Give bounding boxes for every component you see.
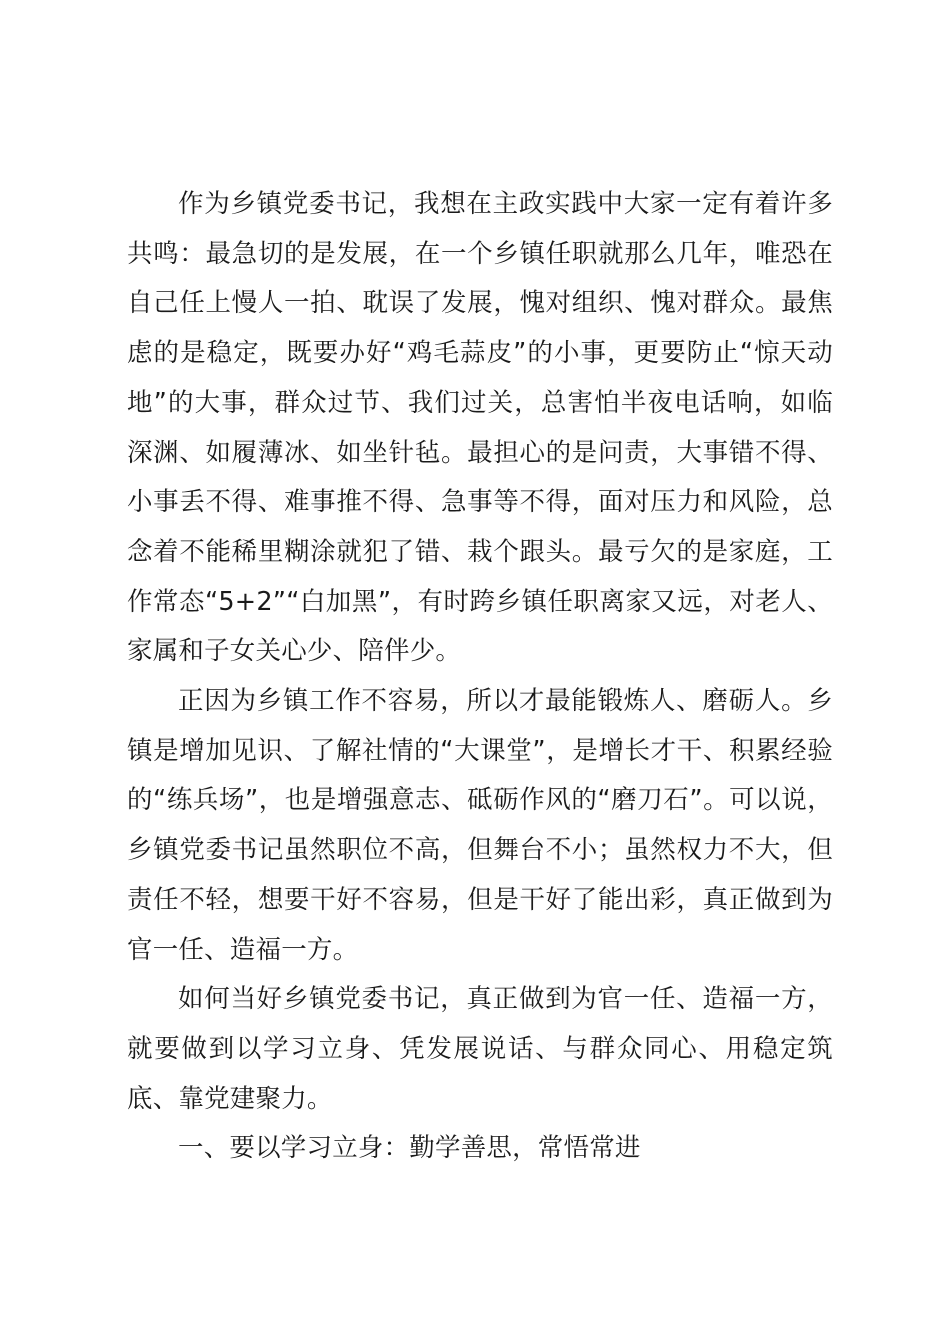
paragraph-2: 正因为乡镇工作不容易，所以才最能锻炼人、磨砺人。乡镇是增加见识、了解社情的“大课堂”，是增长才干、积累经验的“练兵场”，也是增强意志、砥砺作风的“磨刀石”。可以说，乡镇党委书记虽然职位不高，但舞台不小；虽然权力不大，但责任不轻，想要干好不容易，但是干好了能出彩，真正做到为官一任、造福一方。 [127,686,833,965]
paragraph-1: 作为乡镇党委书记，我想在主政实践中大家一定有着许多共鸣：最急切的是发展，在一个乡镇任职就那么几年，唯恐在自己任上慢人一拍、耽误了发展，愧对组织、愧对群众。最焦虑的是稳定，既要办好“鸡毛蒜皮”的小事，更要防止“惊天动地”的大事，群众过节、我们过关，总害怕半夜电话响，如临深渊、如履薄冰、如坐针毡。最担心的是问责，大事错不得、小事丢不得、难事推不得、急事等不得，面对压力和风险，总念着不能稀里糊涂就犯了错、栽个跟头。最亏欠的是家庭，工作常态“5+2”“白加黑”，有时跨乡镇任职离家又远，对老人、家属和子女关心少、陪伴少。 [127,189,833,667]
document-body [127,180,833,1174]
paragraph-3: 如何当好乡镇党委书记，真正做到为官一任、造福一方，就要做到以学习立身、凭发展说话、与群众同心、用稳定筑底、靠党建聚力。 [127,984,833,1114]
section-heading: 一、要以学习立身：勤学善思，常悟常进 [178,1133,641,1164]
